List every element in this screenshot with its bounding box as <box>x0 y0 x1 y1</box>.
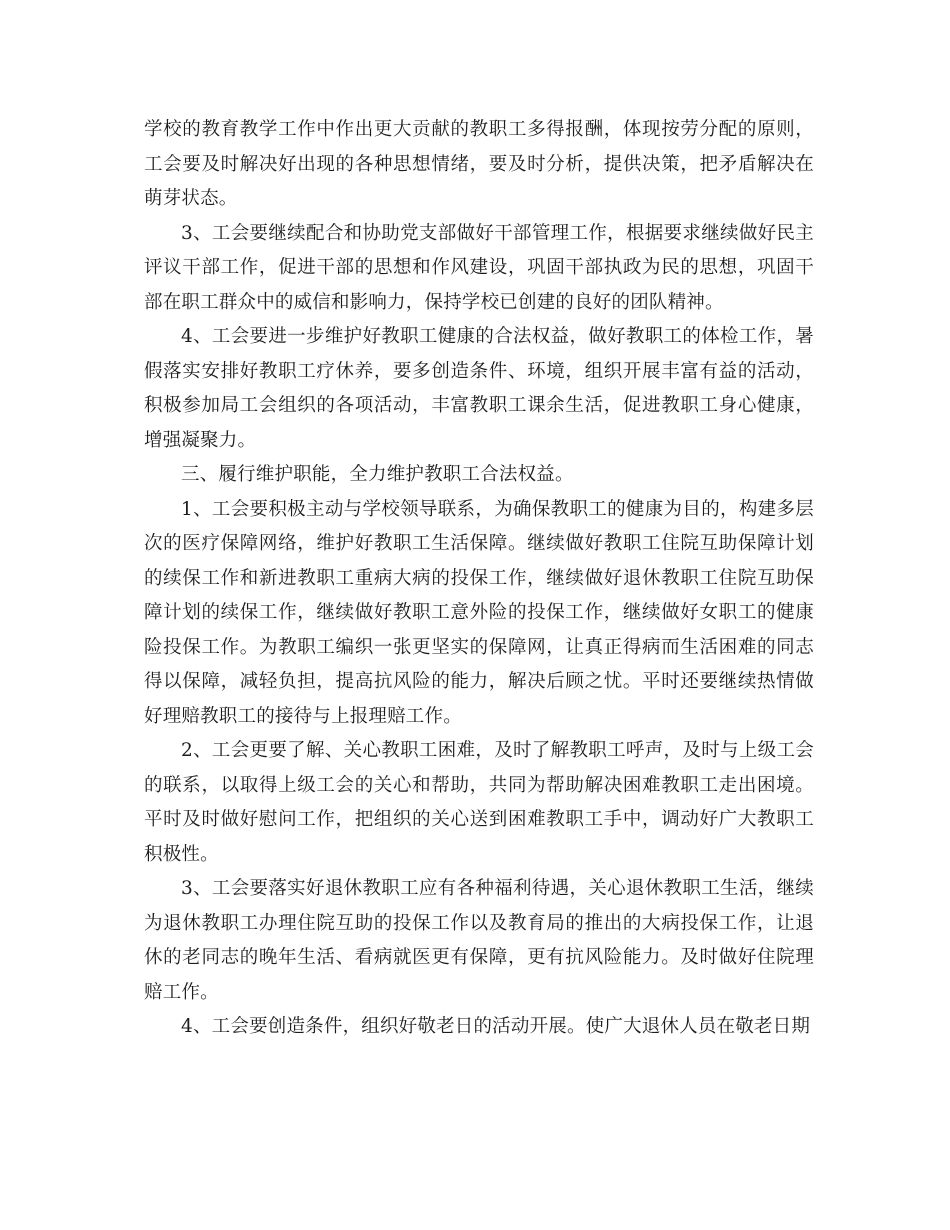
paragraph-item-4-health-rights: 4、工会要进一步维护好教职工健康的合法权益，做好教职工的体检工作，暑假落实安排好教职工疗休养，要多创造条件、环境，组织开展丰富有益的活动，积极参加局工会组织的各项活动，丰富教职工课余生活，促进教职工身心健康，增强凝聚力。 <box>144 326 814 451</box>
document-body <box>144 113 814 1045</box>
paragraph-continuation: 学校的教育教学工作中作出更大贡献的教职工多得报酬，体现按劳分配的原则，工会要及时解决好出现的各种思想情绪，要及时分析，提供决策，把矛盾解决在萌芽状态。 <box>144 119 814 209</box>
paragraph-item-2-difficulties: 2、工会更要了解、关心教职工困难，及时了解教职工呼声，及时与上级工会的联系，以取得上级工会的关心和帮助，共同为帮助解决困难教职工走出困境。平时及时做好慰问工作，把组织的关心送到困难教职工手中，调动好广大教职工积极性。 <box>144 740 814 865</box>
paragraph-item-4-elderly-day: 4、工会要创造条件，组织好敬老日的活动开展。使广大退休人员在敬老日期 <box>181 1016 811 1037</box>
paragraph-item-1-medical-security: 1、工会要积极主动与学校领导联系，为确保教职工的健康为目的，构建多层次的医疗保障网络，维护好教职工生活保障。继续做好教职工住院互助保障计划的续保工作和新进教职工重病大病的投保工作，继续做好退休教职工住院互助保障计划的续保工作，继续做好教职工意外险的投保工作，继续做好女职工的健康险投保工作。为教职工编织一张更坚实的保障网，让真正得病而生活困难的同志得以保障，减轻负担，提高抗风险的能力，解决后顾之忧。平时还要继续热情做好理赔教职工的接待与上报理赔工作。 <box>144 498 814 727</box>
section-heading-three: 三、履行维护职能，全力维护教职工合法权益。 <box>181 464 574 485</box>
paragraph-item-3-cadre-management: 3、工会要继续配合和协助党支部做好干部管理工作，根据要求继续做好民主评议干部工作，促进干部的思想和作风建设，巩固干部执政为民的思想，巩固干部在职工群众中的威信和影响力，保持学校已创建的良好的团队精神。 <box>144 222 814 313</box>
paragraph-item-3-retirees: 3、工会要落实好退休教职工应有各种福利待遇，关心退休教职工生活，继续为退休教职工办理住院互助的投保工作以及教育局的推出的大病投保工作，让退休的老同志的晚年生活、看病就医更有保障，更有抗风险能力。及时做好住院理赔工作。 <box>144 878 814 1003</box>
